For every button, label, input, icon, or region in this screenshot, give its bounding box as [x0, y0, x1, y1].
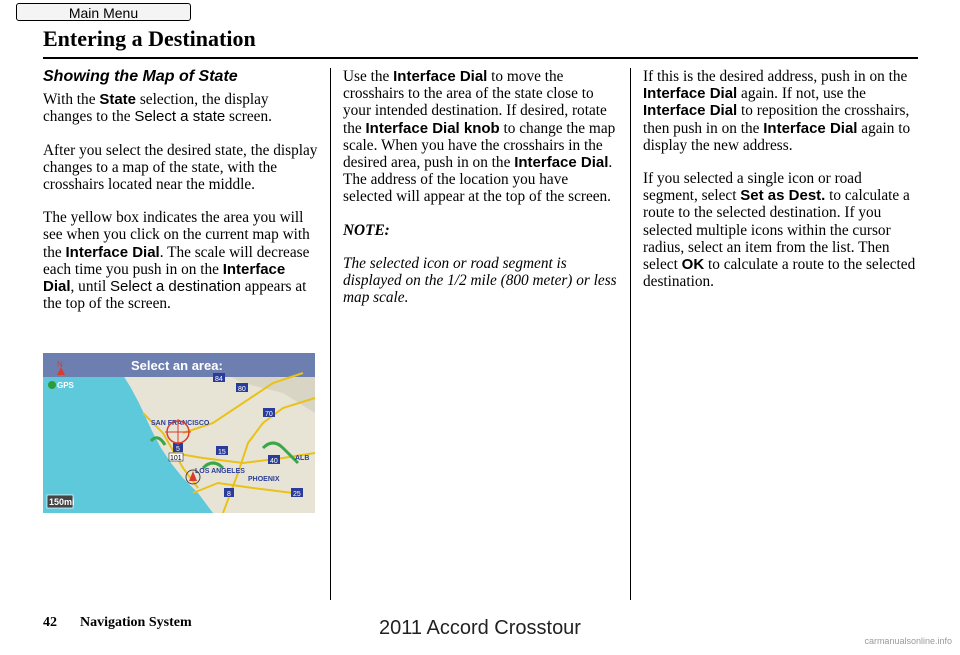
term-ok: OK	[681, 256, 705, 274]
col1-paragraph-1: With the State selection, the display changes to the Select a state screen.	[43, 91, 272, 126]
svg-text:15: 15	[218, 449, 226, 456]
north-label: N	[57, 360, 63, 369]
city-label: LOS ANGELES	[195, 468, 245, 475]
city-label: ALB	[295, 455, 310, 462]
column-1	[43, 68, 318, 328]
gps-label: GPS	[57, 381, 74, 390]
term-interface-dial: Interface Dial	[763, 119, 858, 137]
term-state: State	[99, 91, 136, 109]
col3-paragraph-1: If this is the desired address, push in on the Interface Dial again. If not, use the Interface Dial to reposition the crosshairs, then push in on the Interface Dial again to display the new address.	[643, 68, 911, 154]
svg-text:80: 80	[238, 386, 246, 393]
term-interface-dial: Interface Dial	[43, 260, 286, 296]
svg-text:70: 70	[265, 411, 273, 418]
gps-icon	[48, 381, 56, 389]
state-map-image	[43, 353, 315, 513]
svg-text:40: 40	[270, 458, 278, 465]
term-select-a-destination: Select a destination	[110, 278, 241, 296]
main-menu-button[interactable]: Main Menu	[16, 3, 191, 21]
page-title: Entering a Destination	[43, 26, 256, 51]
section-heading: Showing the Map of State	[43, 68, 238, 85]
site-watermark: carmanualsonline.info	[864, 636, 952, 646]
state-map-screenshot	[43, 353, 315, 513]
term-set-as-dest: Set as Dest.	[740, 187, 826, 205]
col2-paragraph-1: Use the Interface Dial to move the crosshairs to the area of the state close to your intended destination. If desired, rotate the Interface Dial knob to change the map scale. When you have the crosshairs in the desired area, push in on the Interface Dial. The address of the location you have selected will appear at the top of the screen.	[343, 68, 616, 206]
svg-text:8: 8	[227, 491, 231, 498]
column-3	[643, 68, 918, 306]
page-number: 42	[43, 615, 57, 630]
section-label: Navigation System	[80, 615, 192, 630]
svg-text:101: 101	[170, 455, 182, 462]
term-interface-dial: Interface Dial	[65, 243, 160, 261]
svg-text:5: 5	[176, 446, 180, 453]
note-heading: NOTE:	[343, 221, 390, 239]
title-divider	[43, 57, 918, 59]
term-interface-dial: Interface Dial	[643, 85, 738, 103]
col3-paragraph-2: If you selected a single icon or road segment, select Set as Dest. to calculate a route to the selected destination. If you selected multiple icons within the cursor radius, select an item from the list. Then select OK to calculate a route to the selected destination.	[643, 170, 916, 291]
col1-paragraph-3: The yellow box indicates the area you will see when you click on the current map with the Interface Dial. The scale will decrease each time you push in on the Interface Dial, until Select a destination appears at the top of the screen.	[43, 209, 310, 313]
svg-text:150mi: 150mi	[49, 497, 75, 507]
watermark: 2011 Accord Crosstour	[379, 617, 581, 639]
term-interface-dial: Interface Dial	[643, 102, 738, 120]
term-select-a-state: Select a state	[134, 108, 226, 126]
col1-paragraph-2: After you select the desired state, the display changes to a map of the state, with the crosshairs located near the middle.	[43, 141, 318, 194]
term-interface-dial-knob: Interface Dial knob	[365, 119, 500, 137]
map-banner: Select an area:	[131, 358, 223, 373]
svg-text:25: 25	[293, 491, 301, 498]
note-body: The selected icon or road segment is displayed on the 1/2 mile (800 meter) or less map scale.	[343, 254, 617, 307]
term-interface-dial: Interface Dial	[514, 154, 609, 172]
city-label: SAN FRANCISCO	[151, 420, 210, 427]
column-divider	[330, 68, 331, 600]
column-divider	[630, 68, 631, 600]
city-label: PHOENIX	[248, 476, 280, 483]
svg-text:84: 84	[215, 376, 223, 383]
term-interface-dial: Interface Dial	[393, 68, 488, 85]
column-2	[343, 68, 618, 322]
